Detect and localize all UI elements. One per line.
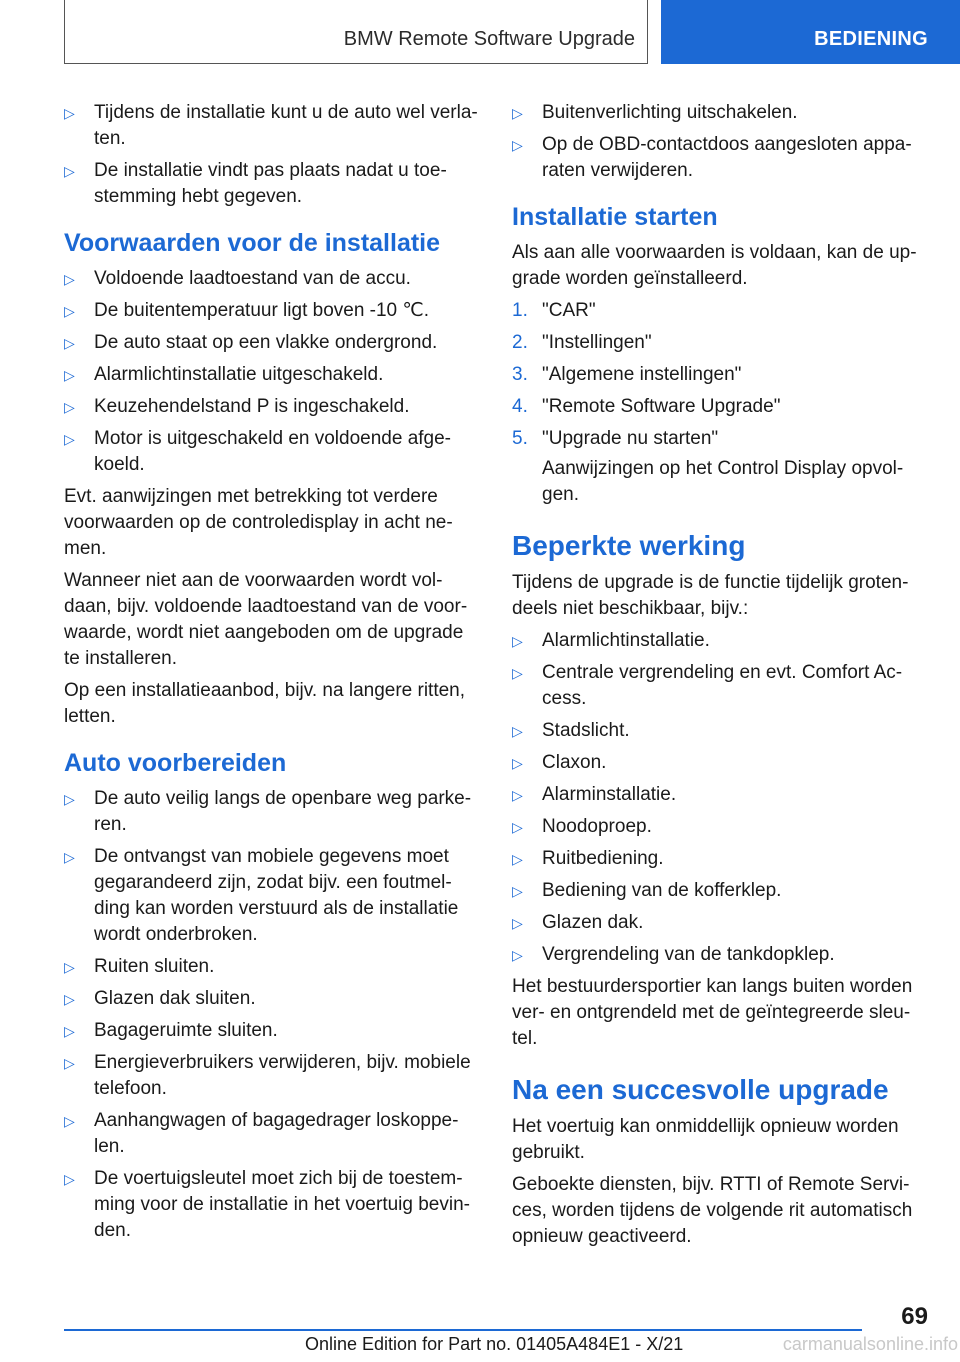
- step-item: 5. "Upgrade nu starten": [512, 428, 719, 449]
- triangle-bullet-icon: ▷: [64, 1113, 75, 1129]
- list-item: ▷ Glazen dak sluiten.: [64, 986, 484, 1012]
- triangle-bullet-icon: ▷: [64, 163, 75, 179]
- step-item: 4. "Remote Software Upgrade": [512, 396, 781, 417]
- list-item: ▷ Bagageruimte sluiten.: [64, 1018, 484, 1044]
- triangle-bullet-icon: ▷: [512, 915, 523, 931]
- triangle-bullet-icon: ▷: [512, 105, 523, 121]
- header-title: BMW Remote Software Upgrade: [343, 28, 635, 50]
- paragraph: Tijdens de upgrade is de functie tijdelijk groten-deels niet beschikbaar, bijv.:: [512, 572, 909, 619]
- list-item: ▷ Energieverbruikers verwijderen, bijv. mobiele telefoon.: [64, 1052, 471, 1099]
- triangle-bullet-icon: ▷: [512, 883, 523, 899]
- list-item: ▷ De voertuigsleutel moet zich bij de toestem-ming voor de installatie in het voertuig bevin-den.: [64, 1168, 470, 1241]
- footer-edition: Online Edition for Part no. 01405A484E1 - X/21: [305, 1334, 684, 1354]
- triangle-bullet-icon: ▷: [64, 959, 75, 975]
- section-heading-start: Installatie starten: [512, 203, 718, 231]
- list-item: ▷ Noodoproep.: [512, 814, 922, 840]
- list-item: ▷ Keuzehendelstand P is ingeschakeld.: [64, 394, 484, 420]
- right-column: [512, 100, 922, 1256]
- list-item: ▷ Centrale vergrendeling en evt. Comfort Ac-cess.: [512, 662, 903, 709]
- triangle-bullet-icon: ▷: [64, 1023, 75, 1039]
- paragraph: Het bestuurdersportier kan langs buiten worden ver- en ontgrendeld met de geïntegreerde sleu-tel.: [512, 976, 913, 1049]
- triangle-bullet-icon: ▷: [64, 849, 75, 865]
- triangle-bullet-icon: ▷: [512, 755, 523, 771]
- triangle-bullet-icon: ▷: [512, 137, 523, 153]
- step-item: 1. "CAR": [512, 300, 596, 321]
- header-title-box: [64, 0, 648, 64]
- list-item: ▷ De auto staat op een vlakke ondergrond.: [64, 330, 484, 356]
- triangle-bullet-icon: ▷: [64, 1171, 75, 1187]
- triangle-bullet-icon: ▷: [64, 303, 75, 319]
- section-heading-limited: Beperkte werking: [512, 530, 746, 561]
- paragraph: Geboekte diensten, bijv. RTTI of Remote Servi-ces, worden tijdens de volgende rit automatisch opnieuw geactiveerd.: [512, 1174, 913, 1247]
- section-heading-prepare: Auto voorbereiden: [64, 749, 287, 777]
- triangle-bullet-icon: ▷: [64, 335, 75, 351]
- list-item: ▷ Ruiten sluiten.: [64, 954, 484, 980]
- list-item: ▷ De ontvangst van mobiele gegevens moet gegarandeerd zijn, zodat bijv. een foutmel-ding kan worden verstuurd als de installatie wordt onderbroken.: [64, 846, 459, 945]
- section-heading-requirements: Voorwaarden voor de installatie: [64, 229, 441, 257]
- list-item: ▷ Buitenverlichting uitschakelen.: [512, 100, 922, 126]
- triangle-bullet-icon: ▷: [64, 367, 75, 383]
- step-note: Aanwijzingen op het Control Display opvol-gen.: [542, 458, 904, 505]
- triangle-bullet-icon: ▷: [512, 947, 523, 963]
- list-item: ▷ Stadslicht.: [512, 718, 922, 744]
- list-item: ▷ Alarmlichtinstallatie uitgeschakeld.: [64, 362, 484, 388]
- list-item: ▷ Alarmlichtinstallatie.: [512, 628, 922, 654]
- list-item: ▷ Ruitbediening.: [512, 846, 922, 872]
- triangle-bullet-icon: ▷: [64, 791, 75, 807]
- header-section-label: BEDIENING: [814, 28, 928, 50]
- triangle-bullet-icon: ▷: [64, 271, 75, 287]
- list-item: ▷ Aanhangwagen of bagagedrager loskoppe-len.: [64, 1110, 459, 1157]
- list-item: ▷ Alarminstallatie.: [512, 782, 922, 808]
- list-item: ▷ Motor is uitgeschakeld en voldoende afge-koeld.: [64, 428, 452, 475]
- left-column: [64, 100, 484, 1250]
- paragraph: Wanneer niet aan de voorwaarden wordt vol-daan, bijv. voldoende laadtoestand van de voor-waarde, wordt niet aangeboden om de upgrade te installeren.: [64, 570, 468, 669]
- step-item: 2. "Instellingen": [512, 332, 652, 353]
- footer-watermark: carmanualsonline.info: [782, 1334, 958, 1354]
- paragraph: Als aan alle voorwaarden is voldaan, kan de up-grade worden geïnstalleerd.: [512, 242, 917, 289]
- triangle-bullet-icon: ▷: [512, 819, 523, 835]
- triangle-bullet-icon: ▷: [64, 105, 75, 121]
- list-item: ▷ Vergrendeling van de tankdopklep.: [512, 942, 922, 968]
- triangle-bullet-icon: ▷: [64, 431, 75, 447]
- triangle-bullet-icon: ▷: [64, 399, 75, 415]
- list-item: ▷ De buitentemperatuur ligt boven -10 ℃.: [64, 298, 484, 324]
- triangle-bullet-icon: ▷: [512, 851, 523, 867]
- list-item: ▷ Claxon.: [512, 750, 922, 776]
- triangle-bullet-icon: ▷: [512, 787, 523, 803]
- list-item: ▷ Glazen dak.: [512, 910, 922, 936]
- paragraph: Op een installatieaanbod, bijv. na langere ritten, letten.: [64, 680, 466, 727]
- list-item: ▷ Voldoende laadtoestand van de accu.: [64, 266, 484, 292]
- triangle-bullet-icon: ▷: [64, 1055, 75, 1071]
- footer-divider: [64, 1329, 862, 1331]
- list-item: ▷ Op de OBD-contactdoos aangesloten appa-raten verwijderen.: [512, 134, 912, 181]
- list-item: ▷ Tijdens de installatie kunt u de auto wel verla-ten.: [64, 102, 478, 149]
- section-heading-success: Na een succesvolle upgrade: [512, 1074, 889, 1105]
- step-item: 3. "Algemene instellingen": [512, 364, 742, 385]
- triangle-bullet-icon: ▷: [64, 991, 75, 1007]
- triangle-bullet-icon: ▷: [512, 723, 523, 739]
- list-item: ▷ Bediening van de kofferklep.: [512, 878, 922, 904]
- header-section-tab: [661, 0, 960, 64]
- triangle-bullet-icon: ▷: [512, 665, 523, 681]
- paragraph: Het voertuig kan onmiddellijk opnieuw worden gebruikt.: [512, 1116, 899, 1163]
- paragraph: Evt. aanwijzingen met betrekking tot verdere voorwaarden op de controledisplay in acht ne-men.: [64, 486, 453, 559]
- list-item: ▷ De auto veilig langs de openbare weg parke-ren.: [64, 788, 472, 835]
- list-item: ▷ De installatie vindt pas plaats nadat u toe-stemming hebt gegeven.: [64, 160, 447, 207]
- triangle-bullet-icon: ▷: [512, 633, 523, 649]
- page-number: 69: [901, 1303, 928, 1330]
